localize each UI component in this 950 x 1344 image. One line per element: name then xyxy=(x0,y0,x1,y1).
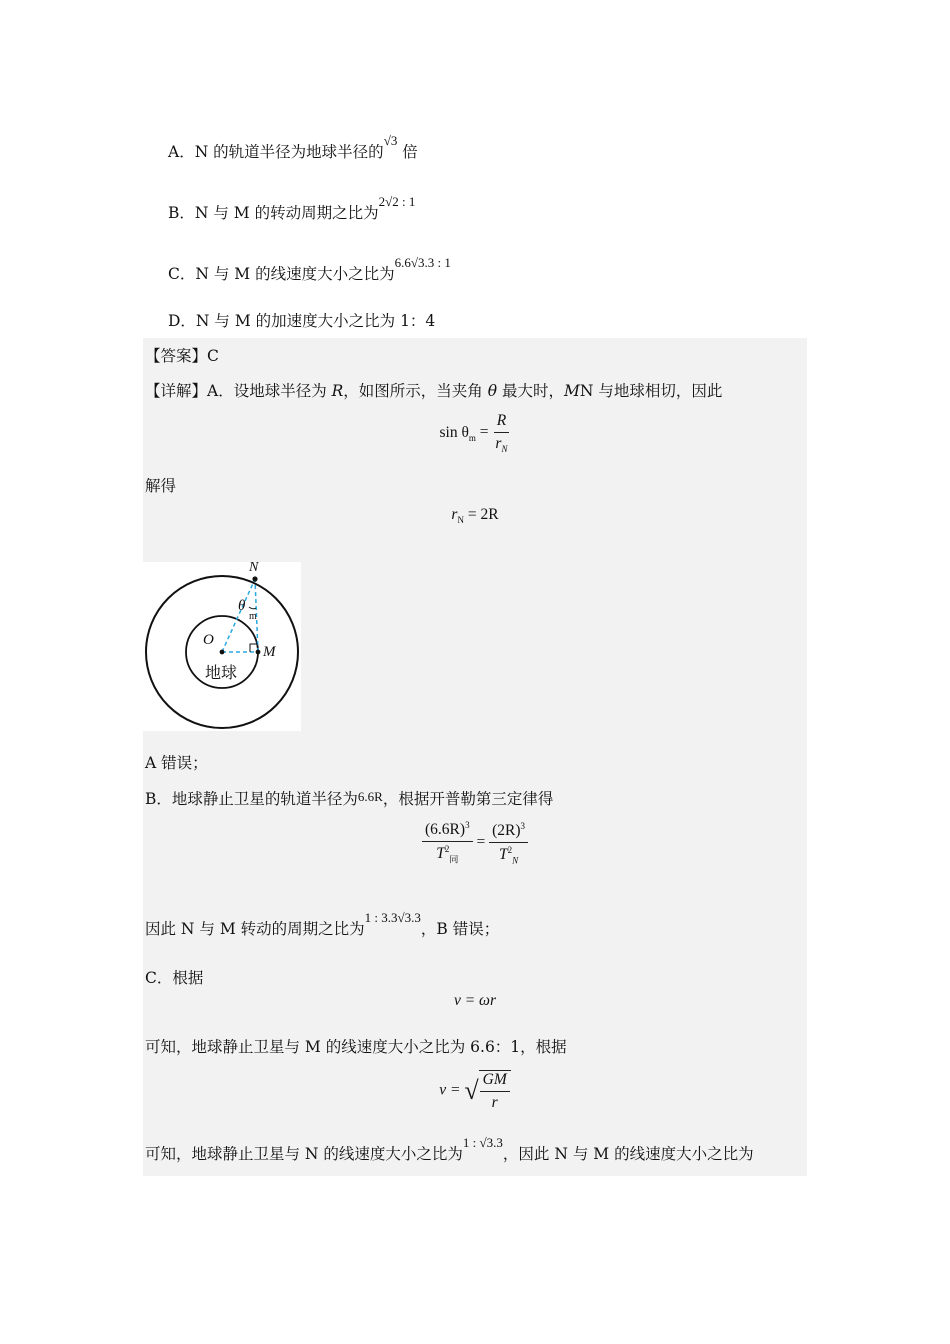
label-theta-sub: m xyxy=(249,611,257,622)
option-c: C．N 与 M 的线速度大小之比为$^{6.6√3.3 : 1}$ xyxy=(168,255,451,283)
point-M xyxy=(256,650,261,655)
option-a: A．N 的轨道半径为地球半径的$^{√3}$ 倍 xyxy=(168,133,418,161)
orbit-figure xyxy=(143,562,301,731)
b-conclusion: 因此 N 与 M 转动的周期之比为$^{1 : 3.3√3.3}$，B 错误； xyxy=(145,910,500,938)
point-O xyxy=(220,650,225,655)
point-N xyxy=(252,576,257,581)
a-wrong: A 错误； xyxy=(145,754,208,772)
detail-intro: 【详解】A．设地球半径为 R，如图所示，当夹角 θ 最大时，MN 与地球相切，因此 xyxy=(145,382,723,400)
c-line: C．根据 xyxy=(145,969,204,987)
c-know: 可知，地球静止卫星与 M 的线速度大小之比为 6.6：1，根据 xyxy=(145,1038,567,1056)
label-N: N xyxy=(249,560,259,575)
option-c-math: 6.6√3.3 : 1 xyxy=(394,255,451,270)
label-O: O xyxy=(203,632,214,648)
equation-rN: $r_N = 2R$ xyxy=(451,506,499,526)
label-theta: θ xyxy=(238,598,246,614)
equation-sin: $\sin \theta_m$ = $\frac{R}{r_N}$ xyxy=(143,412,807,454)
orbit-diagram xyxy=(143,562,301,731)
b-line: B．地球静止卫星的轨道半径为6.6R，根据开普勒第三定律得 xyxy=(145,789,554,808)
equation-kepler: $\frac{(6.6R)^3}{T^2_同}$ = $\frac{(2R)^3}{T^2_N}$ xyxy=(143,820,807,865)
option-b-math: 2√2 : 1 xyxy=(378,194,416,209)
fraction-GM-over-r: $\frac{GM}{r}$ xyxy=(479,1070,511,1112)
c-know2: 可知，地球静止卫星与 N 的线速度大小之比为$^{1 : √3.3}$，因此 N 与 M 的线速度大小之比为 xyxy=(145,1135,754,1163)
label-M: M xyxy=(263,644,276,660)
angle-arc xyxy=(249,607,256,609)
fraction-R-over-rN: $\frac{R}{r_N}$ xyxy=(495,412,508,455)
fraction-left: $\frac{(6.6R)^3}{T^2_同}$ xyxy=(422,820,473,865)
option-a-math: √3 xyxy=(383,133,398,148)
answer-line: 【答案】C xyxy=(145,347,219,365)
label-earth: 地球 xyxy=(205,663,238,682)
option-d: D．N 与 M 的加速度大小之比为 1：4 xyxy=(168,312,436,330)
fraction-right: $\frac{(2R)^3}{T^2_N}$ xyxy=(489,821,528,865)
equation-v-omega-r: v = ωr xyxy=(453,992,497,1009)
jiede-label: 解得 xyxy=(145,477,177,495)
option-b: B．N 与 M 的转动周期之比为$^{2√2 : 1}$ xyxy=(168,194,416,222)
equation-v-sqrt: v = √ $\frac{GM}{r}$ xyxy=(143,1070,807,1112)
